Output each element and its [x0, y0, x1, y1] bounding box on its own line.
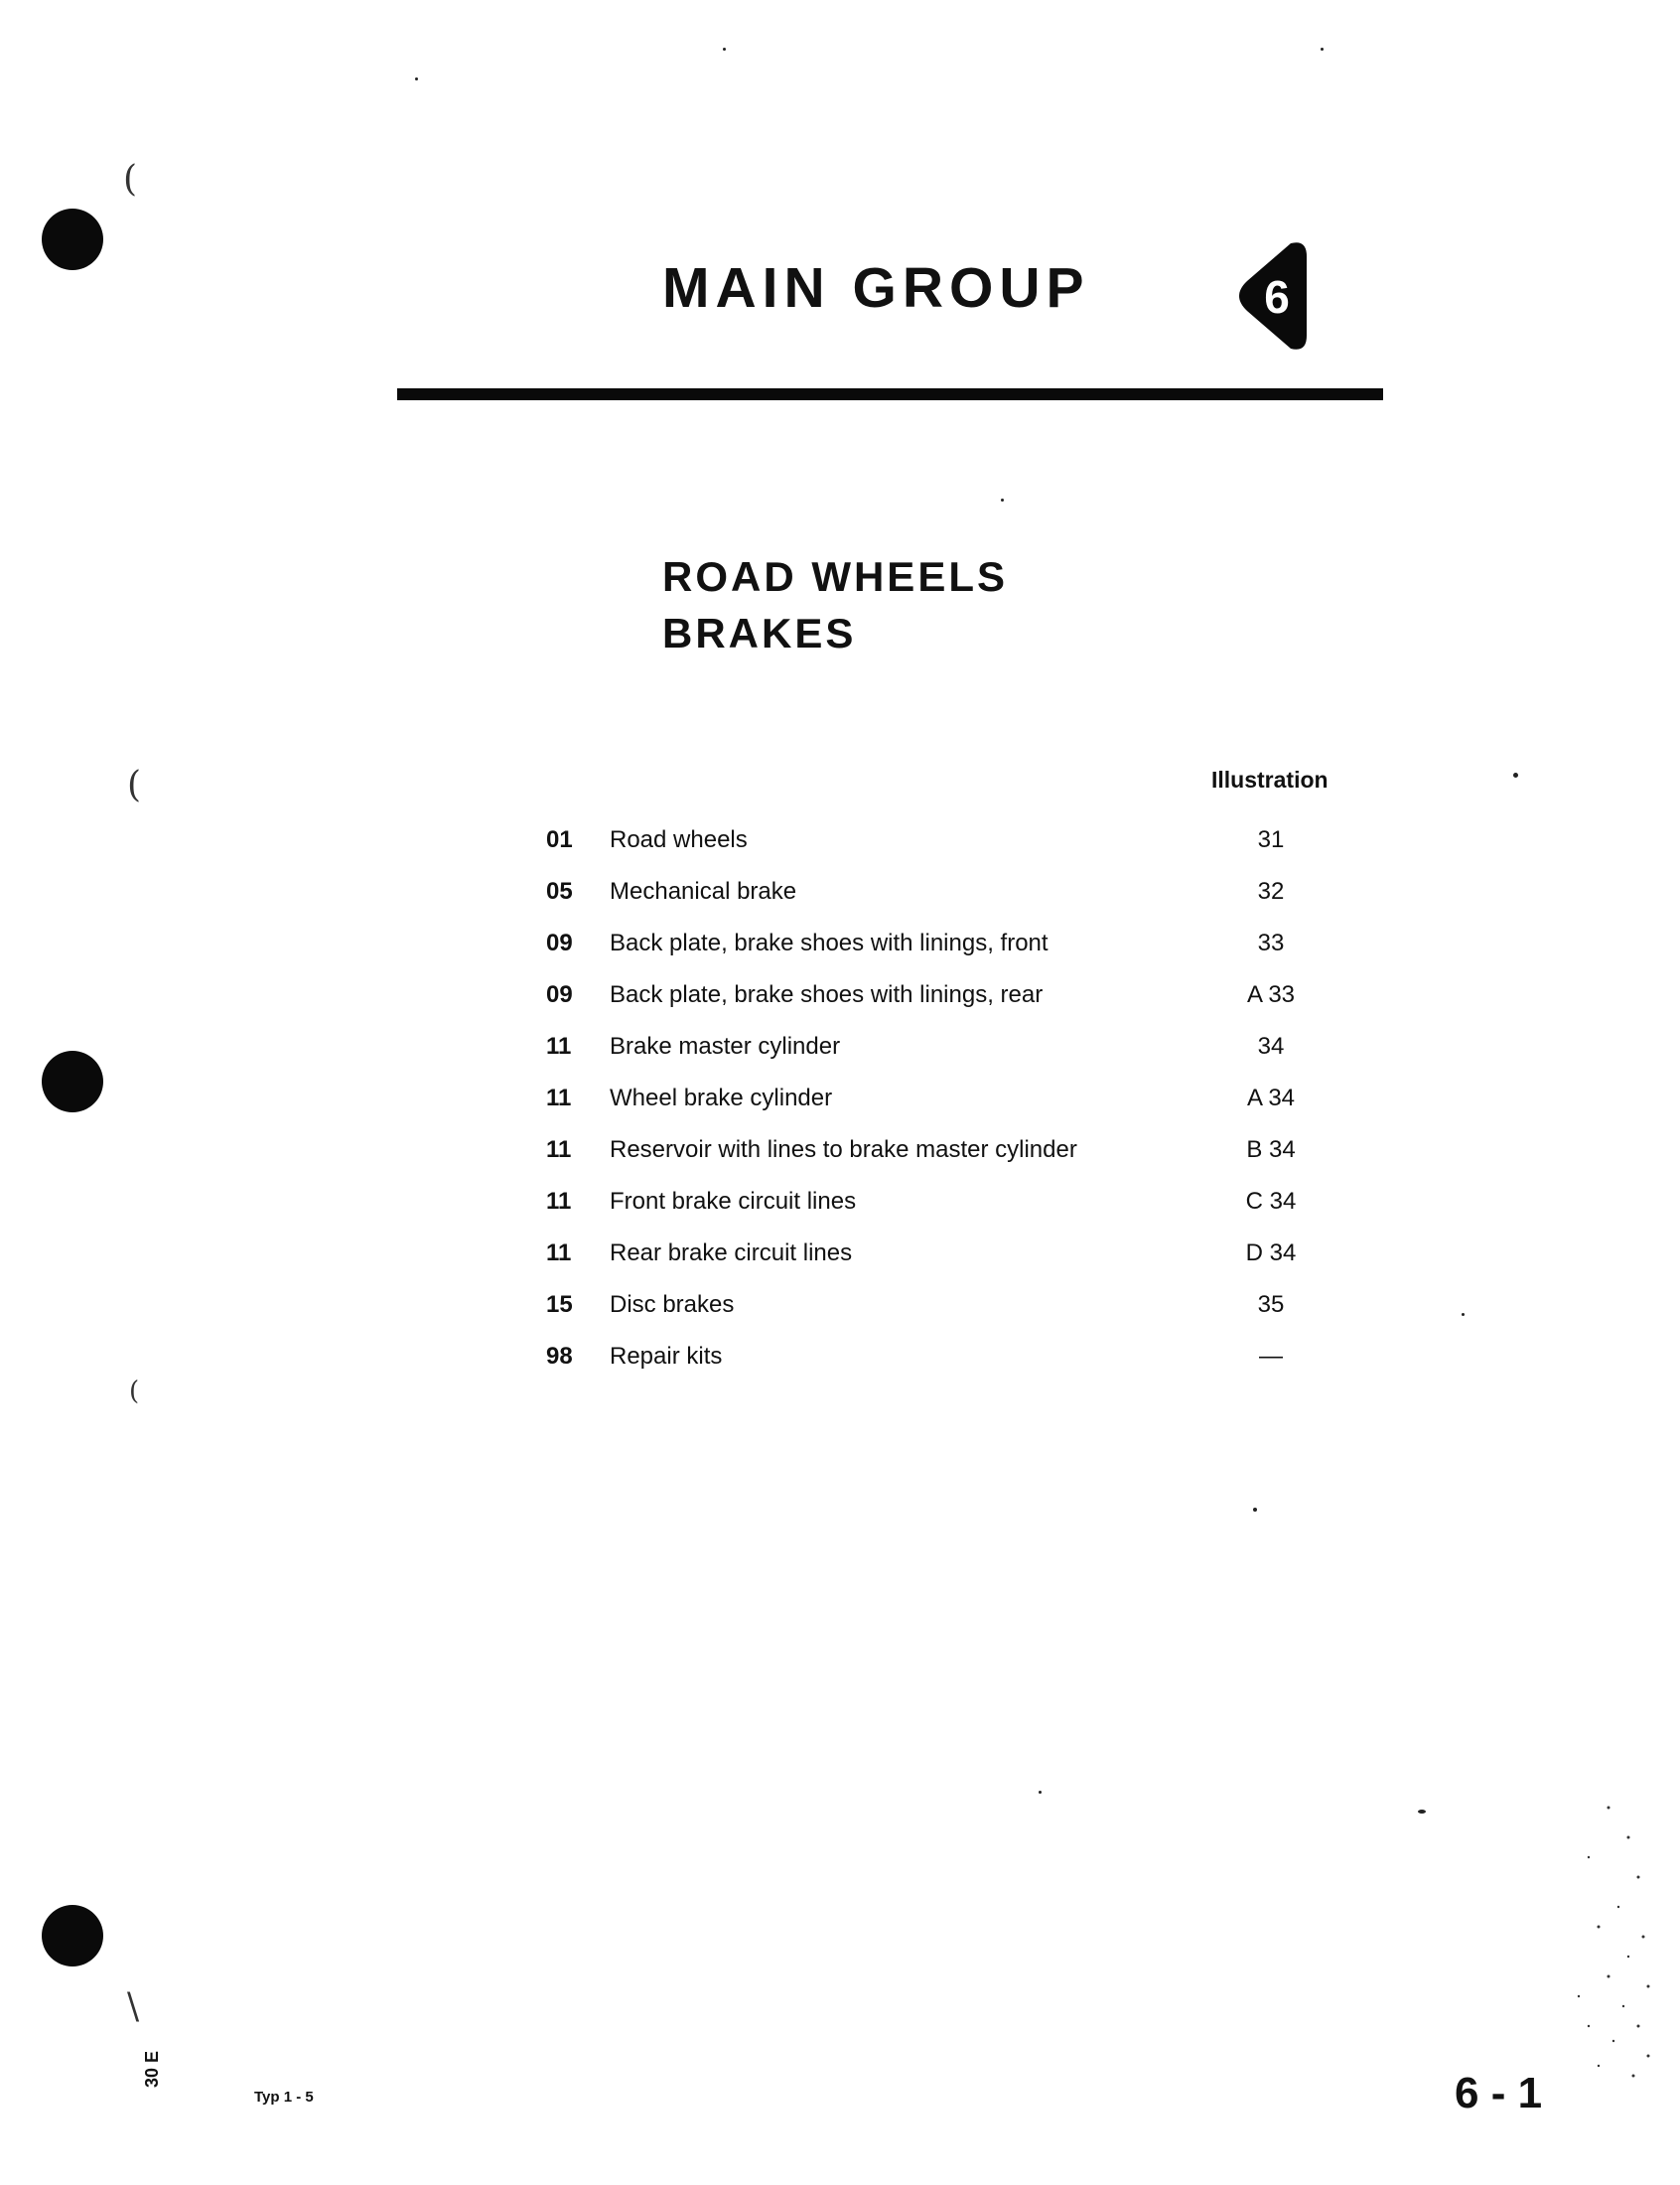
- vehicle-type: Typ 1 - 5: [254, 2089, 314, 2106]
- speck: [1418, 1810, 1426, 1814]
- row-number: 11: [546, 1136, 572, 1163]
- speck: [1253, 1508, 1257, 1512]
- punch-hole-middle: [42, 1051, 103, 1112]
- header-rule: [397, 388, 1383, 400]
- row-illustration: 32: [1257, 878, 1285, 905]
- row-illustration: 35: [1257, 1291, 1285, 1318]
- speck: [1039, 1791, 1042, 1794]
- margin-mark: (: [123, 159, 138, 200]
- table-row: [536, 1238, 1330, 1289]
- main-group-title: MAIN GROUP: [662, 256, 1090, 320]
- speck: [415, 77, 418, 80]
- table-row: [536, 1083, 1330, 1134]
- row-title: Front brake circuit lines: [610, 1188, 857, 1215]
- margin-mark: (: [129, 1377, 140, 1406]
- illustration-column-header: Illustration: [1211, 767, 1329, 793]
- table-row: [536, 979, 1330, 1031]
- section-title-line2: BRAKES: [662, 610, 857, 656]
- table-row: [536, 1289, 1330, 1341]
- punch-hole-top: [42, 209, 103, 270]
- table-row: [536, 824, 1330, 876]
- page-number: 6 - 1: [1455, 2069, 1543, 2117]
- row-number: 15: [546, 1291, 573, 1318]
- row-title: Brake master cylinder: [610, 1033, 841, 1060]
- speck: [1001, 499, 1004, 502]
- row-number: 11: [546, 1085, 572, 1111]
- row-number: 98: [546, 1343, 573, 1370]
- speck: [1513, 773, 1518, 778]
- speck: [1321, 48, 1324, 51]
- row-title: Reservoir with lines to brake master cylinder: [610, 1136, 1077, 1163]
- row-illustration: B 34: [1246, 1136, 1296, 1163]
- group-number-badge: [1229, 241, 1309, 351]
- contents-table: [536, 824, 1330, 1392]
- row-title: Back plate, brake shoes with linings, front: [610, 930, 1049, 956]
- row-illustration: C 34: [1245, 1188, 1297, 1215]
- row-illustration: A 33: [1246, 981, 1296, 1008]
- scan-noise: [1489, 1768, 1658, 2115]
- section-title-line1: ROAD WHEELS: [662, 553, 1008, 600]
- row-title: Road wheels: [610, 826, 748, 853]
- row-title: Disc brakes: [610, 1291, 735, 1318]
- row-illustration: A 34: [1246, 1085, 1296, 1111]
- row-number: 11: [546, 1239, 572, 1266]
- margin-mark: \: [127, 1986, 140, 2027]
- row-number: 09: [546, 981, 573, 1008]
- row-number: 09: [546, 930, 573, 956]
- margin-mark: (: [127, 765, 142, 805]
- table-row: [536, 1134, 1330, 1186]
- row-number: 01: [546, 826, 573, 853]
- row-title: Mechanical brake: [610, 878, 797, 905]
- group-number: 6: [1264, 271, 1290, 323]
- row-illustration: 34: [1257, 1033, 1285, 1060]
- row-title: Rear brake circuit lines: [610, 1239, 853, 1266]
- edition-code: 30 E: [142, 2050, 162, 2088]
- row-illustration: D 34: [1245, 1239, 1297, 1266]
- row-number: 11: [546, 1188, 572, 1215]
- table-row: [536, 1031, 1330, 1083]
- row-title: Wheel brake cylinder: [610, 1085, 833, 1111]
- row-number: 11: [546, 1033, 572, 1060]
- table-row: [536, 1186, 1330, 1238]
- row-title: Repair kits: [610, 1343, 723, 1370]
- row-number: 05: [546, 878, 573, 905]
- row-title: Back plate, brake shoes with linings, rear: [610, 981, 1044, 1008]
- row-illustration: —: [1259, 1343, 1283, 1370]
- table-row: [536, 928, 1330, 979]
- row-illustration: 33: [1257, 930, 1285, 956]
- speck: [1462, 1313, 1465, 1316]
- speck: [723, 48, 726, 51]
- table-row: [536, 876, 1330, 928]
- section-title: [662, 548, 1008, 661]
- row-illustration: 31: [1257, 826, 1285, 853]
- punch-hole-bottom: [42, 1905, 103, 1966]
- table-row: [536, 1341, 1330, 1392]
